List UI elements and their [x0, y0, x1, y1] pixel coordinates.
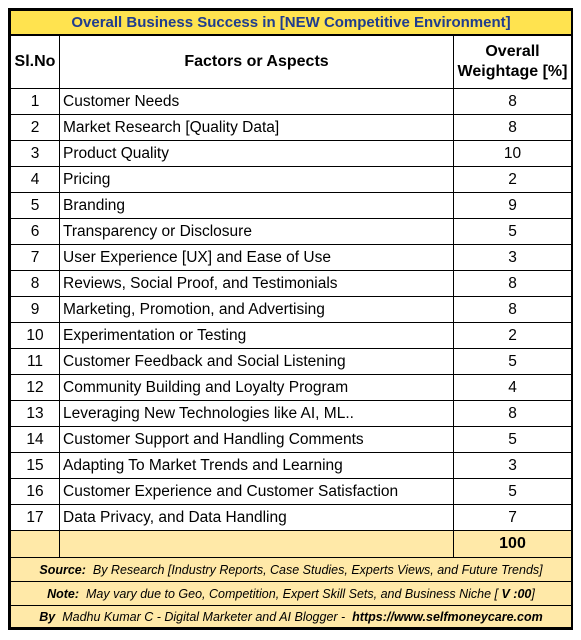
table-row	[11, 323, 572, 349]
row-weightage: 8	[454, 115, 572, 141]
row-factor: Customer Needs	[60, 89, 454, 115]
row-factor: Customer Feedback and Social Listening	[60, 349, 454, 375]
row-number: 2	[11, 115, 60, 141]
row-number: 11	[11, 349, 60, 375]
row-number: 8	[11, 271, 60, 297]
credit-by: By	[39, 609, 56, 624]
row-weightage: 8	[454, 271, 572, 297]
credit-author: Madhu Kumar C - Digital Marketer and AI Blogger -	[62, 609, 346, 624]
table-row	[11, 453, 572, 479]
note-label: Note:	[47, 586, 80, 601]
row-number: 16	[11, 479, 60, 505]
table-row	[11, 141, 572, 167]
row-factor: Branding	[60, 193, 454, 219]
row-weightage: 5	[454, 219, 572, 245]
total-value: 100	[454, 531, 572, 558]
row-weightage: 7	[454, 505, 572, 531]
weightage-table-sheet	[8, 8, 573, 630]
row-weightage: 3	[454, 453, 572, 479]
row-number: 12	[11, 375, 60, 401]
credit-site: https://www.selfmoneycare.com	[352, 609, 543, 624]
row-weightage: 4	[454, 375, 572, 401]
row-number: 1	[11, 89, 60, 115]
weightage-table	[10, 10, 572, 628]
row-weightage: 8	[454, 401, 572, 427]
row-weightage: 10	[454, 141, 572, 167]
table-row	[11, 167, 572, 193]
row-factor: Data Privacy, and Data Handling	[60, 505, 454, 531]
row-number: 7	[11, 245, 60, 271]
row-number: 4	[11, 167, 60, 193]
header-sl-no: Sl.No	[11, 35, 60, 89]
row-factor: Adapting To Market Trends and Learning	[60, 453, 454, 479]
row-factor: Community Building and Loyalty Program	[60, 375, 454, 401]
table-row	[11, 375, 572, 401]
total-empty-no	[11, 531, 60, 558]
row-factor: Product Quality	[60, 141, 454, 167]
row-factor: Customer Experience and Customer Satisfaction	[60, 479, 454, 505]
header-weightage	[454, 35, 572, 89]
table-title: Overall Business Success in [NEW Competitive Environment]	[11, 11, 572, 35]
source-text: By Research [Industry Reports, Case Studies, Experts Views, and Future Trends]	[92, 562, 543, 577]
row-number: 10	[11, 323, 60, 349]
table-row	[11, 297, 572, 323]
row-number: 13	[11, 401, 60, 427]
table-row	[11, 401, 572, 427]
table-row	[11, 219, 572, 245]
table-row	[11, 89, 572, 115]
credit-row	[11, 606, 572, 628]
row-weightage: 2	[454, 323, 572, 349]
row-number: 15	[11, 453, 60, 479]
row-number: 5	[11, 193, 60, 219]
table-row	[11, 193, 572, 219]
row-factor: Pricing	[60, 167, 454, 193]
source-row	[11, 558, 572, 582]
row-factor: Marketing, Promotion, and Advertising	[60, 297, 454, 323]
note-text: May vary due to Geo, Competition, Expert Skill Sets, and Business Niche [	[86, 586, 499, 601]
row-weightage: 8	[454, 89, 572, 115]
note-row	[11, 582, 572, 606]
header-weightage-line1: Overall	[485, 42, 540, 60]
row-factor: Reviews, Social Proof, and Testimonials	[60, 271, 454, 297]
source-label: Source:	[39, 562, 86, 577]
table-row	[11, 427, 572, 453]
header-weightage-line2: Weightage [%]	[457, 62, 568, 80]
total-empty-factor	[60, 531, 454, 558]
row-weightage: 5	[454, 349, 572, 375]
row-factor: Experimentation or Testing	[60, 323, 454, 349]
source-note	[11, 558, 572, 582]
row-factor: Transparency or Disclosure	[60, 219, 454, 245]
row-number: 6	[11, 219, 60, 245]
row-number: 3	[11, 141, 60, 167]
note-version: V :00	[501, 586, 532, 601]
title-row	[11, 11, 572, 35]
row-weightage: 8	[454, 297, 572, 323]
row-weightage: 5	[454, 427, 572, 453]
total-row	[11, 531, 572, 558]
row-weightage: 3	[454, 245, 572, 271]
note-close: ]	[531, 586, 535, 601]
row-factor: User Experience [UX] and Ease of Use	[60, 245, 454, 271]
row-weightage: 5	[454, 479, 572, 505]
row-weightage: 9	[454, 193, 572, 219]
table-row	[11, 349, 572, 375]
variance-note	[11, 582, 572, 606]
table-row	[11, 271, 572, 297]
row-factor: Market Research [Quality Data]	[60, 115, 454, 141]
row-factor: Leveraging New Technologies like AI, ML..	[60, 401, 454, 427]
table-row	[11, 245, 572, 271]
table-row	[11, 505, 572, 531]
row-number: 9	[11, 297, 60, 323]
table-row	[11, 479, 572, 505]
table-row	[11, 115, 572, 141]
row-number: 17	[11, 505, 60, 531]
row-number: 14	[11, 427, 60, 453]
header-row	[11, 35, 572, 89]
header-factors: Factors or Aspects	[60, 35, 454, 89]
credit-note	[11, 606, 572, 628]
row-weightage: 2	[454, 167, 572, 193]
row-factor: Customer Support and Handling Comments	[60, 427, 454, 453]
